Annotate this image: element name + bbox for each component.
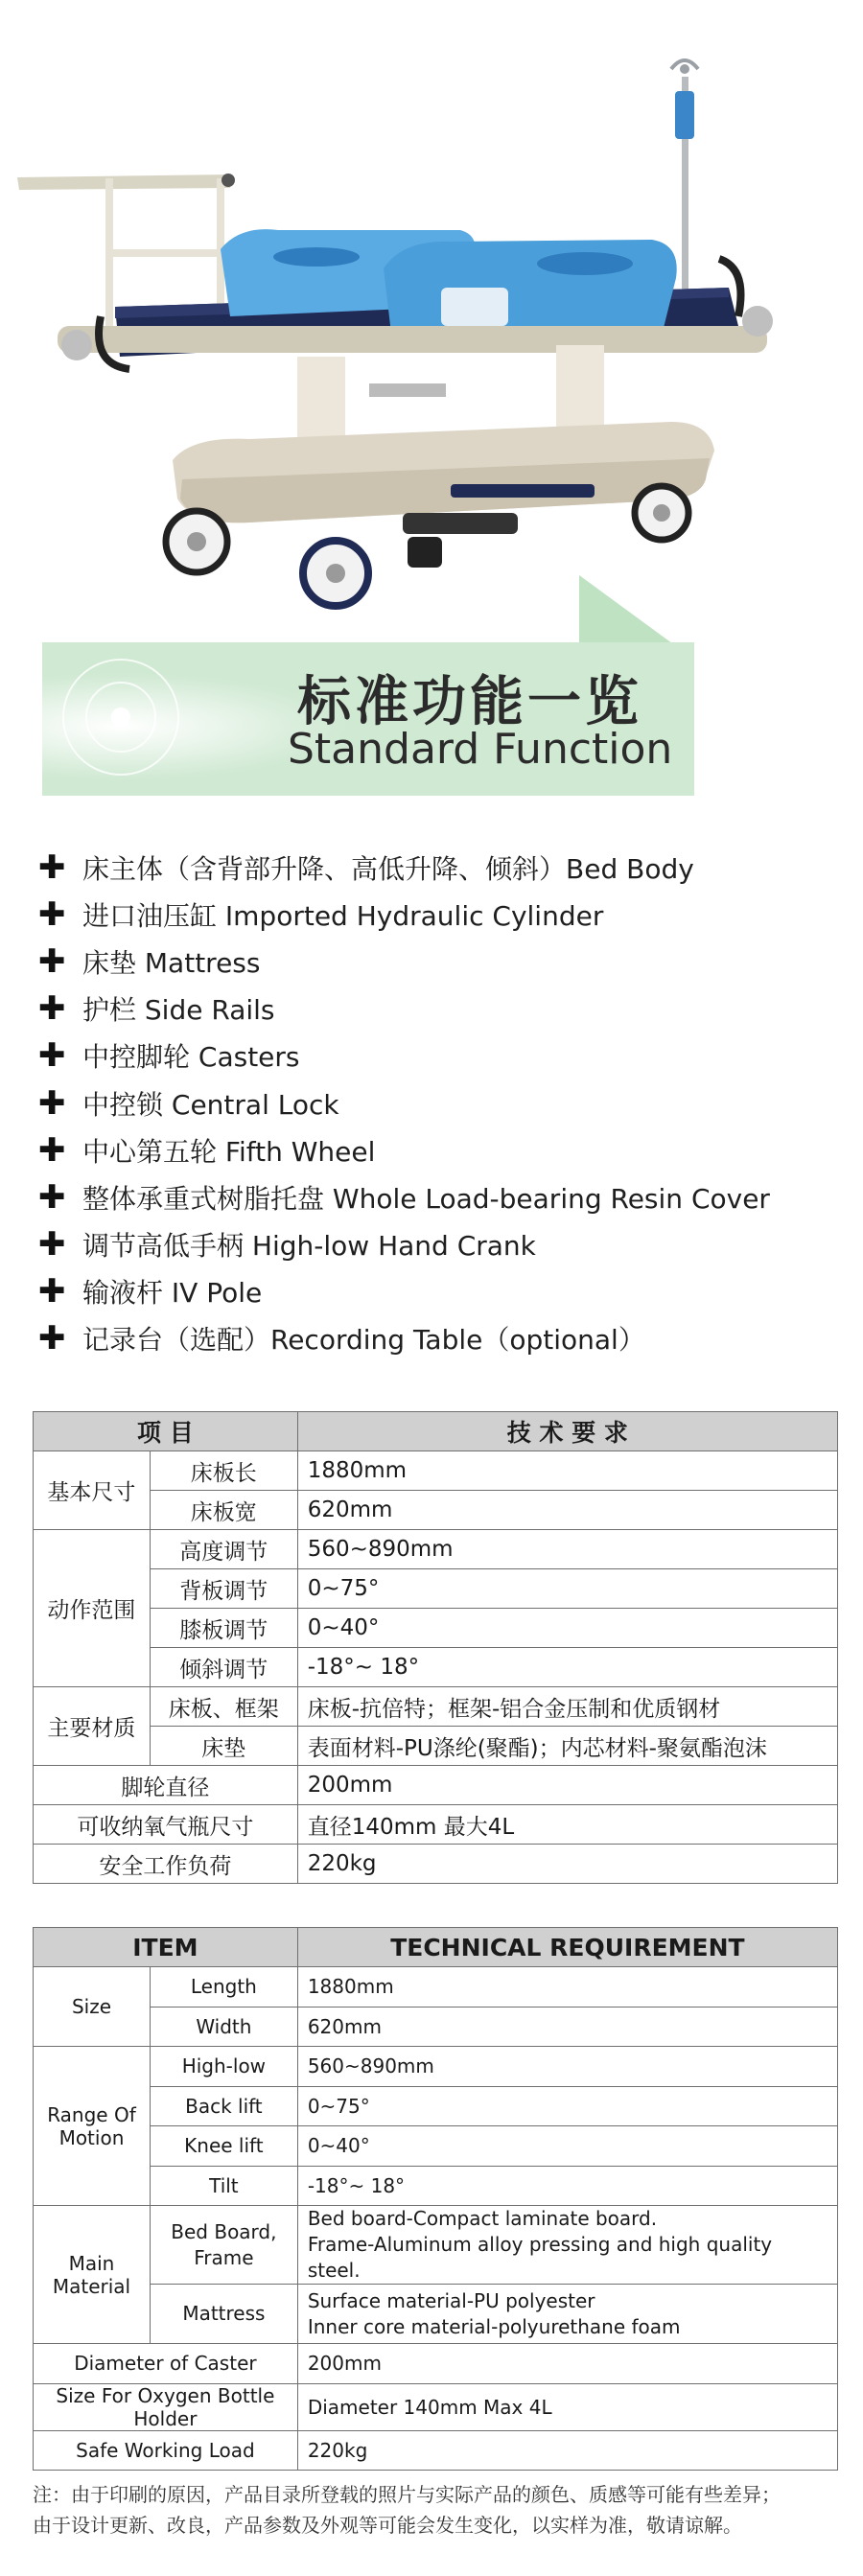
feature-item: ✚ 进口油压缸 Imported Hydraulic Cylinder xyxy=(38,894,604,934)
table-row: 可收纳氧气瓶尺寸 直径140mm 最大4L xyxy=(34,1805,838,1845)
feature-item: ✚ 床垫 Mattress xyxy=(38,941,261,981)
table-row: 基本尺寸 床板长 1880mm xyxy=(34,1451,838,1491)
table-row: Range Of Motion High-low 560~890mm xyxy=(34,2047,838,2087)
table-row: Back lift 0~75° xyxy=(34,2086,838,2126)
feature-item: ✚ 调节高低手柄 High-low Hand Crank xyxy=(38,1225,536,1265)
title-english: Standard Function xyxy=(288,725,673,774)
table-row: 床板宽 620mm xyxy=(34,1491,838,1530)
table-row: 背板调节 0~75° xyxy=(34,1569,838,1609)
feature-item: ✚ 中控脚轮 Casters xyxy=(38,1036,300,1076)
table-row: Safe Working Load 220kg xyxy=(34,2430,838,2471)
feature-item: ✚ 记录台（选配）Recording Table（optional） xyxy=(38,1319,645,1358)
table-row: 脚轮直径 200mm xyxy=(34,1766,838,1805)
table-header-row xyxy=(34,1412,838,1451)
group-size: 基本尺寸 xyxy=(34,1451,151,1530)
table-row: 主要材质 床板、框架 床板-抗倍特；框架-铝合金压制和优质钢材 xyxy=(34,1687,838,1727)
plus-icon: ✚ xyxy=(38,1036,66,1076)
table-row: 安全工作负荷 220kg xyxy=(34,1845,838,1884)
table-row: Diameter of Caster 200mm xyxy=(34,2344,838,2384)
table-row: 床垫 表面材料-PU涤纶(聚酯)；内芯材料-聚氨酯泡沫 xyxy=(34,1727,838,1766)
stretcher-illustration xyxy=(0,0,863,633)
table-row: 倾斜调节 -18°~ 18° xyxy=(34,1648,838,1687)
plus-icon: ✚ xyxy=(38,1083,66,1123)
table-row: Tilt -18°~ 18° xyxy=(34,2166,838,2206)
title-chinese: 标准功能一览 xyxy=(297,671,642,733)
plus-icon: ✚ xyxy=(38,894,66,934)
group-material: 主要材质 xyxy=(34,1687,151,1766)
header-item: 项 目 xyxy=(34,1412,298,1451)
feature-list xyxy=(38,844,844,1362)
feature-item: ✚ 输液杆 IV Pole xyxy=(38,1272,263,1311)
group-motion: Range Of Motion xyxy=(34,2047,151,2206)
feature-item: ✚ 护栏 Side Rails xyxy=(38,989,275,1029)
feature-item: ✚ 床主体（含背部升降、高低升降、倾斜）Bed Body xyxy=(38,847,694,887)
table-row: Mattress Surface material-PU polyester Inner core material-polyurethane foam xyxy=(34,2285,838,2344)
table-row: Knee lift 0~40° xyxy=(34,2126,838,2167)
table-header-row xyxy=(34,1928,838,1967)
disclaimer-note: 注：由于印刷的原因，产品目录所登载的照片与实际产品的颜色、质感等可能有些差异； 由于设计更新、改良，产品参数及外观等可能会发生变化，以实样为准，敬请谅解。 xyxy=(33,2483,781,2537)
table-row: Width 620mm xyxy=(34,2007,838,2047)
header-requirement: 技 术 要 求 xyxy=(297,1412,837,1451)
group-size: Size xyxy=(34,1967,151,2047)
plus-icon: ✚ xyxy=(38,1319,66,1358)
group-motion: 动作范围 xyxy=(34,1530,151,1687)
group-material: Main Material xyxy=(34,2206,151,2344)
plus-icon: ✚ xyxy=(38,1130,66,1170)
plus-icon: ✚ xyxy=(38,1225,66,1265)
table-row: Main Material Bed Board, Frame Bed board-Compact laminate board. Frame-Aluminum alloy pressing and high quality steel. xyxy=(34,2206,838,2285)
header-item: ITEM xyxy=(34,1928,298,1967)
feature-item: ✚ 整体承重式树脂托盘 Whole Load-bearing Resin Cover xyxy=(38,1177,770,1217)
table-row: Size Length 1880mm xyxy=(34,1967,838,2007)
table-row: 膝板调节 0~40° xyxy=(34,1609,838,1648)
plus-icon: ✚ xyxy=(38,1272,66,1311)
plus-icon: ✚ xyxy=(38,941,66,981)
spec-table-chinese xyxy=(33,1411,838,1884)
plus-icon: ✚ xyxy=(38,1177,66,1217)
table-row: 动作范围 高度调节 560~890mm xyxy=(34,1530,838,1569)
feature-item: ✚ 中心第五轮 Fifth Wheel xyxy=(38,1130,376,1170)
plus-icon: ✚ xyxy=(38,989,66,1029)
plus-icon: ✚ xyxy=(38,847,66,887)
iv-pole xyxy=(671,60,698,326)
table-row: Size For Oxygen Bottle Holder Diameter 140mm Max 4L xyxy=(34,2383,838,2430)
spec-table-english xyxy=(33,1927,838,2471)
feature-item: ✚ 中控锁 Central Lock xyxy=(38,1083,339,1123)
header-requirement: TECHNICAL REQUIREMENT xyxy=(297,1928,837,1967)
